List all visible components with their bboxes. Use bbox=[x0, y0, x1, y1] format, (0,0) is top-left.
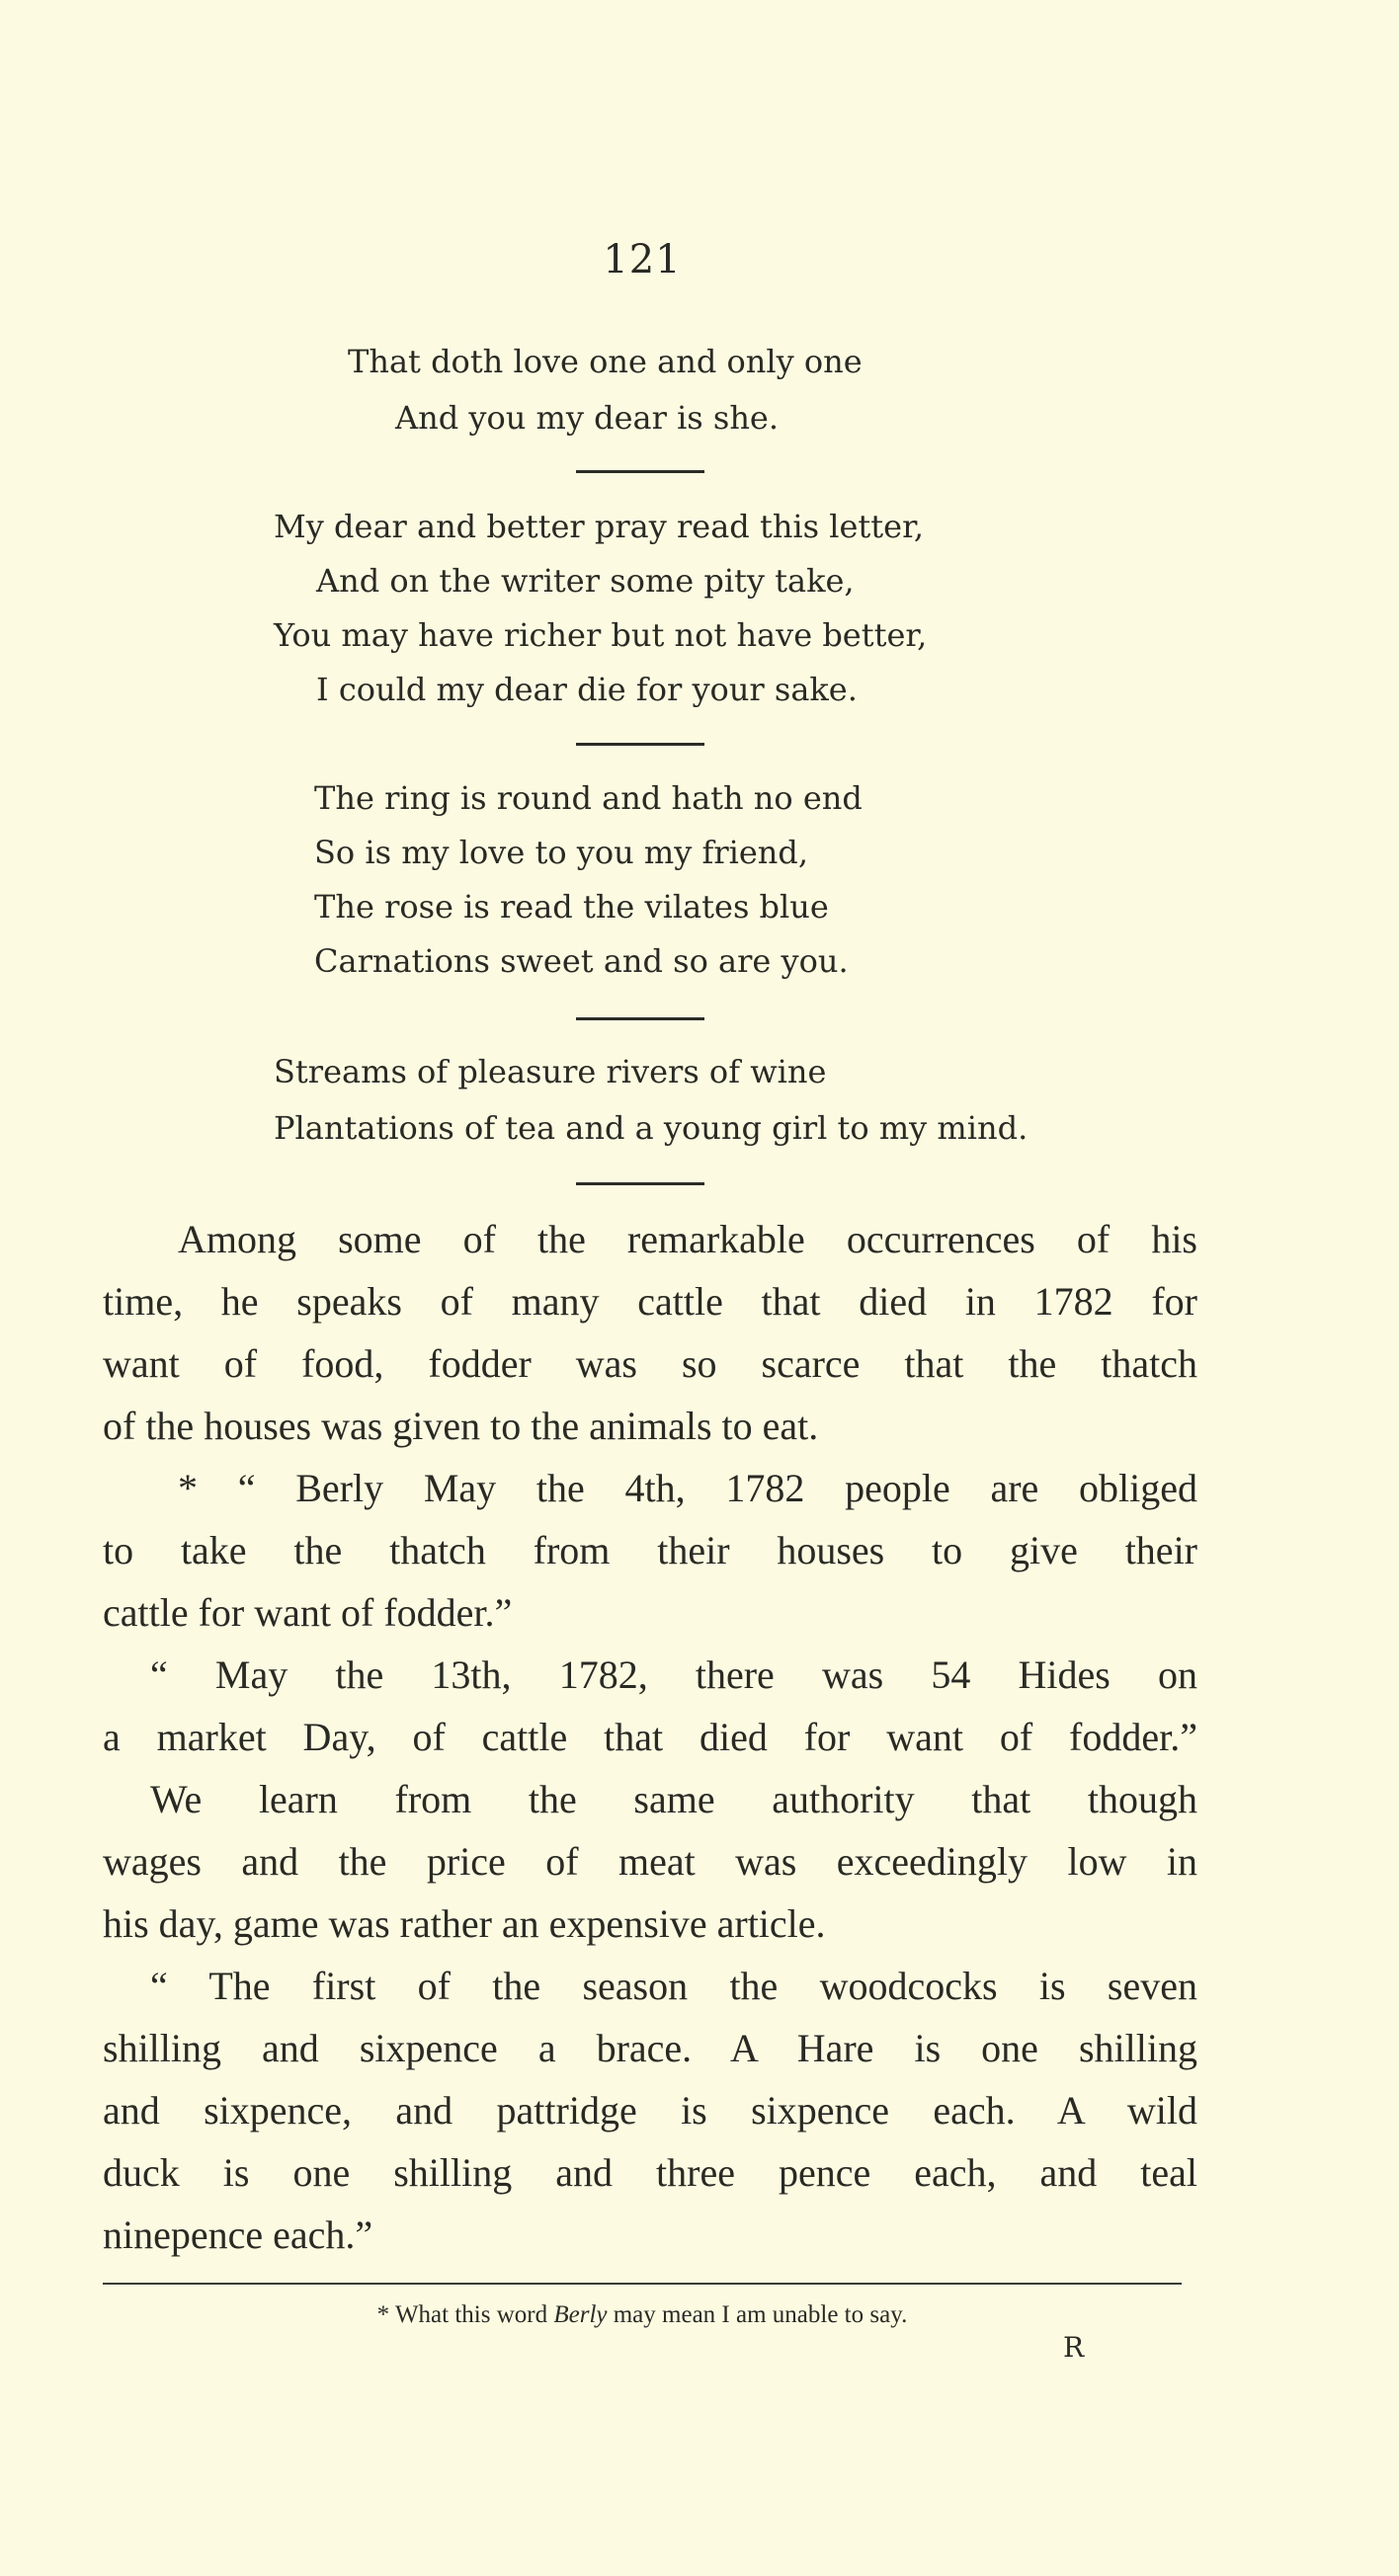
page-number: 121 bbox=[603, 237, 682, 282]
prose-line: duck is one shilling and three pence each, and teal bbox=[103, 2150, 1197, 2195]
verse-line: And on the writer some pity take, bbox=[316, 562, 855, 600]
stanza-divider bbox=[576, 743, 704, 746]
prose-line: shilling and sixpence a brace. A Hare is one shilling bbox=[103, 2026, 1197, 2070]
prose-line: to take the thatch from their houses to give their bbox=[103, 1528, 1197, 1572]
prose-line: “ The first of the season the woodcocks is seven bbox=[150, 1964, 1197, 2008]
prose-line: Among some of the remarkable occurrences of his bbox=[178, 1217, 1197, 1261]
prose-line: want of food, fodder was so scarce that the thatch bbox=[103, 1341, 1197, 1386]
footnote-italic-word: Berly bbox=[553, 2301, 608, 2328]
footnote-divider bbox=[103, 2283, 1182, 2285]
prose-line: We learn from the same authority that though bbox=[150, 1777, 1197, 1821]
verse-line: Carnations sweet and so are you. bbox=[314, 942, 849, 980]
prose-line: a market Day, of cattle that died for want of fodder.” bbox=[103, 1715, 1197, 1759]
verse-line: Plantations of tea and a young girl to my mind. bbox=[274, 1109, 1029, 1147]
verse-line: You may have richer but not have better, bbox=[274, 616, 928, 654]
verse-line: The rose is read the vilates blue bbox=[314, 888, 829, 926]
prose-line: wages and the price of meat was exceedingly low in bbox=[103, 1839, 1197, 1884]
prose-line: his day, game was rather an expensive article. bbox=[103, 1901, 826, 1946]
prose-line: time, he speaks of many cattle that died in 1782 for bbox=[103, 1279, 1197, 1324]
footnote-text-after: may mean I am unable to say. bbox=[607, 2301, 908, 2328]
verse-line: Streams of pleasure rivers of wine bbox=[274, 1053, 827, 1090]
prose-line: ninepence each.” bbox=[103, 2213, 373, 2257]
prose-line: and sixpence, and pattridge is sixpence each. A wild bbox=[103, 2088, 1197, 2133]
verse-line: I could my dear die for your sake. bbox=[316, 671, 858, 708]
verse-line: And you my dear is she. bbox=[395, 399, 780, 437]
signature-mark: R bbox=[1063, 2331, 1085, 2364]
prose-line: of the houses was given to the animals to eat. bbox=[103, 1404, 819, 1448]
footnote bbox=[0, 2301, 1284, 2329]
verse-line: The ring is round and hath no end bbox=[314, 779, 863, 817]
prose-line: “ May the 13th, 1782, there was 54 Hides on bbox=[150, 1652, 1197, 1697]
verse-line: That doth love one and only one bbox=[348, 343, 863, 380]
prose-line: * “ Berly May the 4th, 1782 people are obliged bbox=[178, 1466, 1197, 1510]
verse-line: My dear and better pray read this letter, bbox=[274, 508, 925, 545]
verse-line: So is my love to you my friend, bbox=[314, 834, 809, 871]
prose-line: cattle for want of fodder.” bbox=[103, 1590, 513, 1635]
stanza-divider bbox=[576, 1182, 704, 1185]
stanza-divider bbox=[576, 470, 704, 473]
stanza-divider bbox=[576, 1017, 704, 1020]
footnote-text-before: * What this word bbox=[376, 2301, 554, 2328]
